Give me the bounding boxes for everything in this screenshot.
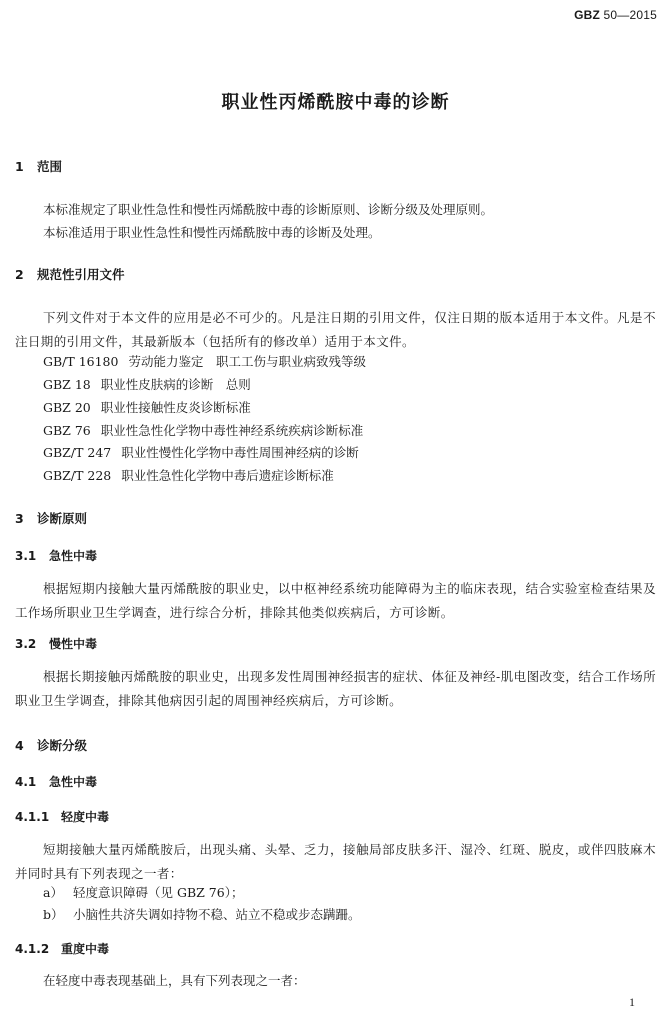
subsection-title: 慢性中毒: [49, 637, 98, 651]
reference-code: GBZ 20: [43, 400, 91, 415]
subsection-number: 3.2: [15, 637, 37, 651]
standard-code: [574, 8, 657, 22]
page-title: 职业性丙烯酰胺中毒的诊断: [221, 92, 450, 113]
reference-item: [43, 464, 334, 488]
reference-code: GB/T 16180: [43, 354, 119, 369]
paragraph: 本标准适用于职业性急性和慢性丙烯酰胺中毒的诊断及处理。: [43, 225, 381, 240]
reference-item: [43, 419, 363, 443]
section-number: 4: [15, 738, 24, 753]
standard-number: 50—2015: [603, 8, 657, 22]
paragraph: 本标准规定了职业性急性和慢性丙烯酰胺中毒的诊断原则、诊断分级及处理原则。: [43, 202, 494, 217]
section-number: 3: [15, 511, 24, 526]
reference-title: 职业性急性化学物中毒后遗症诊断标准: [121, 468, 334, 483]
reference-title: 职业性皮肤病的诊断 总则: [100, 377, 251, 392]
section-4-heading: [15, 736, 87, 754]
section-1-heading: [15, 157, 62, 175]
section-number: 1: [15, 159, 24, 174]
section-number: 2: [15, 267, 24, 282]
paragraph: 下列文件对于本文件的应用是必不可少的。凡是注日期的引用文件，仅注日期的版本适用于本文件。凡是不注日期的引用文件，其最新版本（包括所有的修改单）适用于本文件。: [15, 310, 656, 349]
paragraph: 短期接触大量丙烯酰胺后，出现头痛、头晕、乏力，接触局部皮肤多汗、湿冷、红斑、脱皮，或伴四肢麻木并同时具有下列表现之一者：: [15, 842, 656, 881]
reference-title: 职业性接触性皮炎诊断标准: [100, 400, 251, 415]
paragraph: 在轻度中毒表现基础上，具有下列表现之一者：: [43, 973, 306, 988]
list-item-text: 小脑性共济失调如持物不稳、站立不稳或步态蹒跚。: [73, 907, 361, 922]
section-title: 范围: [37, 159, 63, 174]
section-3-heading: [15, 509, 87, 527]
section-title: 诊断原则: [37, 511, 88, 526]
page-number: 1: [629, 995, 635, 1009]
reference-item: [43, 441, 359, 465]
section-title: 诊断分级: [37, 738, 88, 753]
standard-prefix: GBZ: [574, 8, 600, 22]
reference-title: 职业性慢性化学物中毒性周围神经病的诊断: [121, 445, 359, 460]
reference-code: GBZ/T 228: [43, 468, 112, 483]
reference-item: [43, 350, 366, 374]
paragraph: 根据短期内接触大量丙烯酰胺的职业史，以中枢神经系统功能障碍为主的临床表现，结合实验室检查结果及工作场所职业卫生学调查，进行综合分析，排除其他类似疾病后，方可诊断。: [15, 581, 656, 620]
subsection-3-1-heading: [15, 547, 97, 564]
subsection-4-1-2-heading: [15, 940, 109, 957]
reference-item: [43, 396, 251, 420]
subsection-title: 重度中毒: [61, 942, 110, 956]
section-2-heading: [15, 265, 125, 283]
reference-code: GBZ/T 247: [43, 445, 112, 460]
subsection-number: 4.1.2: [15, 942, 50, 956]
list-item-text: 轻度意识障碍（见 GBZ 76）；: [73, 885, 244, 900]
subsection-3-2-heading: [15, 635, 97, 652]
subsection-title: 急性中毒: [49, 775, 98, 789]
list-item: [43, 881, 243, 905]
subsection-title: 急性中毒: [49, 549, 98, 563]
reference-code: GBZ 76: [43, 423, 91, 438]
reference-item: [43, 373, 251, 397]
list-item: [43, 903, 361, 927]
subsection-number: 4.1: [15, 775, 37, 789]
subsection-number: 3.1: [15, 549, 37, 563]
reference-title: 劳动能力鉴定 职工工伤与职业病致残等级: [128, 354, 366, 369]
subsection-title: 轻度中毒: [61, 810, 110, 824]
reference-code: GBZ 18: [43, 377, 91, 392]
subsection-4-1-heading: [15, 773, 97, 790]
reference-title: 职业性急性化学物中毒性神经系统疾病诊断标准: [100, 423, 364, 438]
subsection-number: 4.1.1: [15, 810, 50, 824]
list-item-label: b）: [43, 907, 64, 922]
paragraph: 根据长期接触丙烯酰胺的职业史，出现多发性周围神经损害的症状、体征及神经-肌电图改变，结合工作场所职业卫生学调查，排除其他病因引起的周围神经疾病后，方可诊断。: [15, 669, 656, 708]
list-item-label: a）: [43, 885, 63, 900]
section-title: 规范性引用文件: [37, 267, 125, 282]
subsection-4-1-1-heading: [15, 808, 109, 825]
